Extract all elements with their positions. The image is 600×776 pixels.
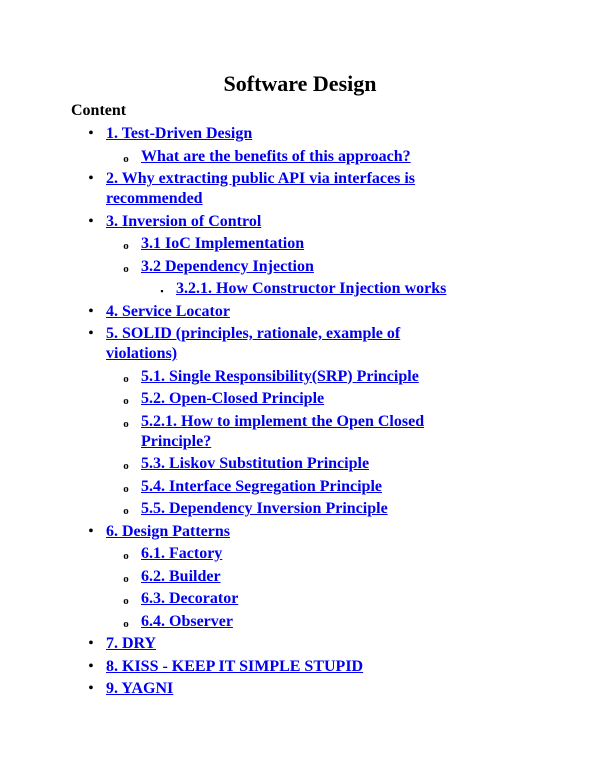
toc-link-dry[interactable]: 7. DRY [106,635,157,652]
content-heading: Content [71,102,127,119]
toc-link-public-api-interfaces[interactable]: 2. Why extracting public API via interfaces is recommended [106,170,416,207]
toc-link-liskov[interactable]: 5.3. Liskov Substitution Principle [141,455,370,472]
toc-item-6-1 [0,544,471,564]
toc-link-implement-open-closed[interactable]: 5.2.1. How to implement the Open Closed Principle? [141,412,425,450]
toc-item-3-1 [0,234,471,254]
bullet-disc-icon: • [88,658,94,674]
toc-link-srp[interactable]: 5.1. Single Responsibility(SRP) Principle [141,367,419,385]
toc-link-inversion-of-control[interactable]: 3. Inversion of Control [106,212,262,230]
toc-item-1-1 [0,147,471,167]
toc-link-dependency-inversion[interactable]: 5.5. Dependency Inversion Principle [141,500,388,517]
toc-link-observer[interactable]: 6.4. Observer [141,612,233,630]
toc-link-builder[interactable]: 6.2. Builder [141,567,221,585]
bullet-disc-icon: • [88,523,94,539]
table-of-contents [0,124,600,702]
toc-item-1 [0,124,466,144]
bullet-circle-icon: o [123,482,129,495]
toc-item-6-2 [0,567,471,587]
toc-item-6 [0,522,466,542]
bullet-circle-icon: o [123,595,129,607]
toc-link-solid[interactable]: 5. SOLID (principles, rationale, example of violations) [106,325,401,362]
bullet-disc-icon: • [88,681,94,696]
toc-item-4 [0,302,466,322]
bullet-circle-icon: o [123,152,129,165]
toc-item-7 [0,634,466,654]
toc-link-yagni[interactable]: 9. YAGNI [106,680,174,697]
page-title: Software Design [223,71,377,96]
toc-link-interface-segregation[interactable]: 5.4. Interface Segregation Principle [141,477,382,495]
toc-link-benefits[interactable]: What are the benefits of this approach? [141,147,411,165]
toc-item-6-3 [0,589,471,609]
toc-item-2 [0,169,466,209]
toc-link-service-locator[interactable]: 4. Service Locator [106,302,230,320]
bullet-circle-icon: o [123,240,129,252]
toc-link-design-patterns[interactable]: 6. Design Patterns [106,522,230,540]
bullet-disc-icon: • [88,171,94,186]
bullet-disc-icon: • [88,636,94,651]
bullet-circle-icon: o [123,617,129,630]
bullet-circle-icon: o [123,417,129,430]
toc-item-5-1 [0,367,471,387]
toc-link-ioc-implementation[interactable]: 3.1 IoC Implementation [141,235,305,252]
toc-item-5-4 [0,477,471,497]
toc-link-test-driven-design[interactable]: 1. Test-Driven Design [106,125,253,142]
toc-link-constructor-injection[interactable]: 3.2.1. How Constructor Injection works [176,280,447,297]
bullet-disc-icon: • [88,326,94,341]
bullet-circle-icon: o [123,505,129,517]
bullet-circle-icon: o [123,460,129,472]
toc-item-3-2-1 [0,279,496,299]
bullet-circle-icon: o [123,572,129,585]
bullet-square-icon: ▪ [160,286,164,296]
toc-item-3-2 [0,257,471,277]
toc-item-6-4 [0,612,471,632]
toc-item-3 [0,212,466,232]
toc-link-factory[interactable]: 6.1. Factory [141,545,223,562]
bullet-disc-icon: • [88,213,94,229]
toc-item-5-5 [0,499,471,519]
bullet-disc-icon: • [88,303,94,319]
toc-item-8 [0,657,466,677]
toc-link-kiss[interactable]: 8. KISS - KEEP IT SIMPLE STUPID [106,657,364,675]
bullet-circle-icon: o [123,372,129,385]
toc-item-5-2-1 [0,412,471,452]
toc-item-5 [0,324,466,364]
toc-item-5-3 [0,454,471,474]
toc-link-dependency-injection[interactable]: 3.2 Dependency Injection [141,257,314,275]
bullet-disc-icon: • [88,126,94,141]
toc-item-9 [0,679,466,699]
toc-link-open-closed[interactable]: 5.2. Open-Closed Principle [141,390,325,407]
bullet-circle-icon: o [123,262,129,275]
toc-link-decorator[interactable]: 6.3. Decorator [141,590,239,607]
toc-item-5-2 [0,389,471,409]
bullet-circle-icon: o [123,395,129,407]
bullet-circle-icon: o [123,550,129,562]
